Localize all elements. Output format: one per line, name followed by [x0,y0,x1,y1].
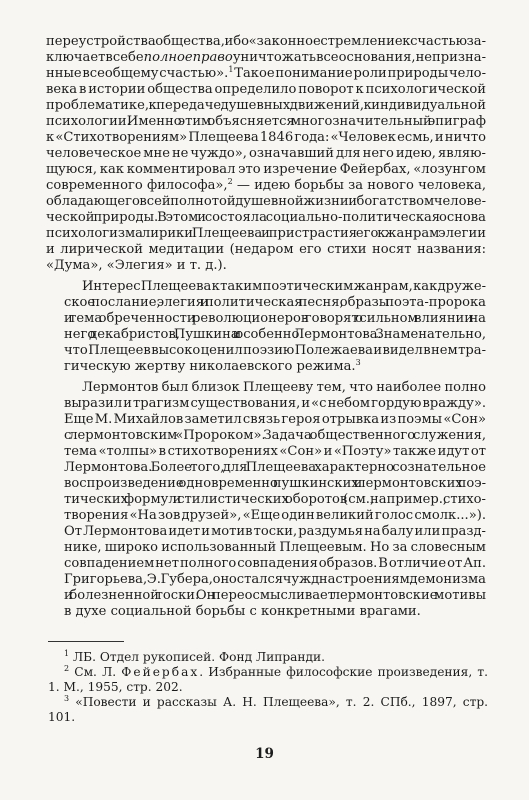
line-text: него декабристов, Пушкина и особенно Лермонтова. Знаменательно, [64,327,486,342]
text-line [46,412,486,428]
line-text-rest: Такое понимание роли природы чело- [233,66,486,81]
body-text [46,34,486,625]
text-line [46,359,486,375]
line-text: Еще М. Михайлов заметил связь героя отрывка из поэмы «Сон» [64,412,486,427]
line-text: и тема обреченности революционеров говорят о сильном влиянии на [64,311,486,326]
line-text: ское послание, элегия и политическая песня, образы поэта-пророка [64,295,486,310]
text-line [46,130,486,146]
line-text: обладающего всей полнотой душевной жизни и богатством челове- [46,194,486,209]
line-text: психологии. Именно этим объясняется многозначительный эпиграф [46,114,486,129]
text-line [46,82,486,98]
line-text: нные всеобщему счастью». [46,66,229,81]
text-line [46,226,486,242]
text-line [46,162,486,178]
line-text: «Дума», «Элегия» и т. д.). [46,258,227,273]
paragraph [46,34,486,274]
text-line [46,492,486,508]
footnote-text: «Повести и рассказы А. Н. Плещеева», т. 2. СПб., 1897, стр. 101. [48,695,488,724]
line-text-rest: — идею борьбы за нового человека, [232,178,486,193]
paragraph [46,279,486,375]
text-line [46,508,486,524]
line-text: что Плещеев высоко ценил поэзию Полежаева и видел в нем тра- [64,343,486,358]
text-line [46,178,486,194]
text-line [46,98,486,114]
text-line [46,50,486,66]
line-text: совпадением нет полного совпадения образов. В отличие от Ап. [64,556,486,571]
line-text: ческой природы. В этом и состояла социально-политическая основа [46,210,486,225]
line-text: и лирической медитации (недаром его стихи носят названия: [46,242,486,257]
text-line [46,343,486,359]
text-line [46,556,486,572]
line-text: Интерес Плещеева к таким поэтическим жанрам, как друже- [82,279,486,294]
text-line [46,66,486,82]
footnote [48,650,488,665]
text-line [46,428,486,444]
text-line [46,258,486,274]
line-text: воспроизведение одновременно пушкинских и лермонтовских поэ- [64,476,486,491]
text-line [46,444,486,460]
text-line [46,194,486,210]
text-line [46,146,486,162]
footnote-number: 3 [64,694,70,703]
footnote [48,665,488,695]
footnote-text: ЛБ. Отдел рукописей. Фонд Липранди. [69,650,326,664]
line-text: психологизма лирики Плещеева и пристрастия его к жанрам элегии [46,226,486,241]
text-line [46,34,486,50]
footnote-separator [48,641,124,642]
text-line [46,380,486,396]
line-text: Лермонтова. Более того, для Плещеева характерно сознательное [64,460,486,475]
text-line [46,572,486,588]
footnote-mark: 2 [227,177,233,186]
text-line [46,588,486,604]
line-text: к «Стихотворениям» Плещеева 1846 года: «Человек есмь, и ничто [46,130,486,145]
footnote-mark: 3 [355,358,361,367]
text-line [46,604,486,620]
line-text: в духе социальной борьбы с конкретными врагами. [64,604,421,619]
line-text: Лермонтов был близок Плещееву тем, что наиболее полно [82,380,486,395]
paragraph [46,380,486,620]
text-line [46,311,486,327]
footnotes [48,650,488,725]
text-line [46,524,486,540]
line-text: человеческое мне не чуждо», означавший для него идею, являю- [46,146,486,161]
line-text: Григорьева, Э. Губера, он остался чужд настроениям демонизма [64,572,486,587]
page-number: 19 [255,746,274,762]
text-line [46,396,486,412]
line-text: творения «На зов друзей», «Еще один великий голос смолк...»). [64,508,486,523]
text-line [46,476,486,492]
line-text: проблематике, к передаче душевных движений, к индивидуальной [46,98,486,113]
text-line [46,279,486,295]
footnote-number: 2 [64,664,70,673]
line-text: с лермонтовским «Пророком». Задача общественного служения, [64,428,486,443]
line-text: тема «толпы» в стихотворениях «Сон» и «Поэту» также идут от [64,444,486,459]
footnote-mark: 1 [228,65,234,74]
line-text: выразил и трагизм существования, и «с небом гордую вражду». [64,396,486,411]
line-text: и болезненной тоски. Он переосмысливает лермонтовские мотивы [64,588,486,603]
line-text: щуюся, как комментировал это изречение Фейербах, «лозунгом [46,162,486,177]
text-line [46,540,486,556]
footnote-number: 1 [64,649,70,658]
text-line [46,327,486,343]
text-line [46,114,486,130]
text-line [46,242,486,258]
line-text: тических формул и стилистических оборотов (см., например., стихо- [64,492,486,507]
line-text: современного философа», [46,178,228,193]
line-text: От Лермонтова идет и мотив тоски, раздумья на балу или празд- [64,524,486,539]
text-line [46,460,486,476]
text-line [46,295,486,311]
line-text: века в истории общества определило поворот к психологической [46,82,486,97]
footnote [48,695,488,725]
line-text: ключает в себе полное право уничтожать все основания, непризна- [46,50,486,65]
line-text: нике, широко использованный Плещеевым. Но за словесным [64,540,486,555]
footnote-text: См. Л. Фейербах. Избранные философские произведения, т. 1. М., 1955, стр. 202. [48,665,488,694]
text-line [46,210,486,226]
line-text: переустройства общества, ибо «законное стремление к счастью за- [46,34,486,49]
line-text: гическую жертву николаевского режима. [64,359,356,374]
